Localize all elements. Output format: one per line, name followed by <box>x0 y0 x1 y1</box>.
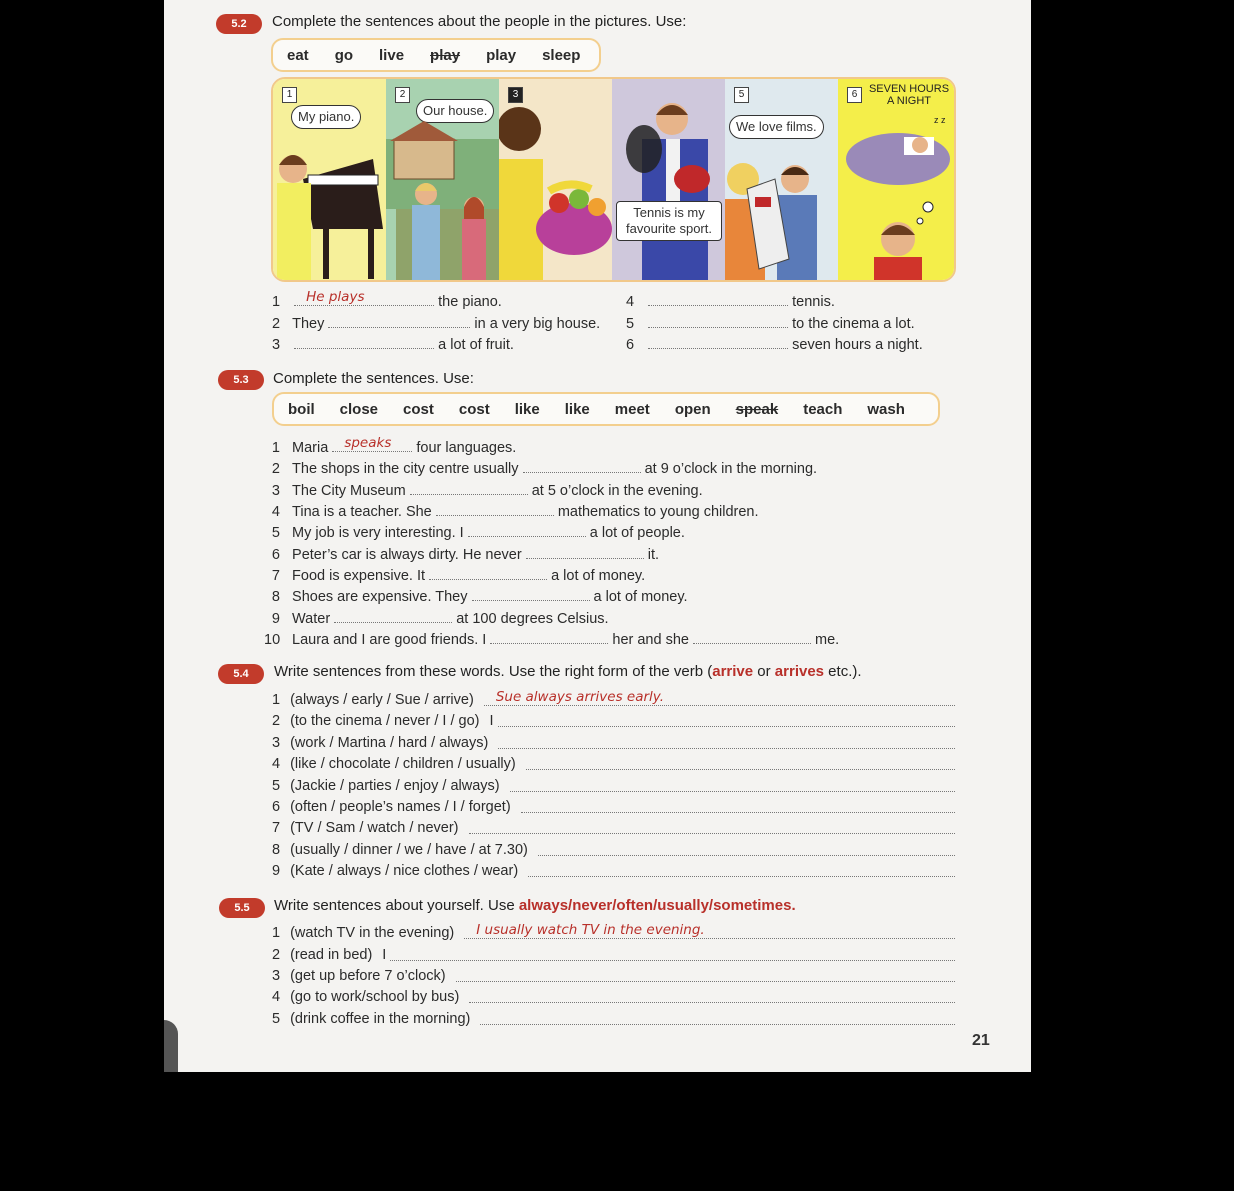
answer-text: speaks <box>344 435 392 451</box>
sentence-text: Shoes are expensive. They <box>292 589 468 605</box>
caption-seven-hours: SEVEN HOURS A NIGHT <box>868 83 950 107</box>
answer-line[interactable] <box>464 923 955 939</box>
picture-panel-4 <box>612 79 726 280</box>
word-box-5-3 <box>272 392 940 426</box>
sentence-5-3-5 <box>264 521 685 541</box>
answer-blank[interactable] <box>648 312 788 328</box>
exercise-title-5-2: Complete the sentences about the people in the pictures. Use: <box>272 13 687 30</box>
picture-panel-1 <box>273 79 387 280</box>
word: wash <box>867 400 905 418</box>
fruit-eater-illustration <box>499 79 612 280</box>
item-number: 2 <box>272 947 281 963</box>
answer-prefix: I <box>382 947 387 963</box>
answer-line[interactable] <box>390 945 955 961</box>
word-prompt: (TV / Sam / watch / never) <box>290 820 459 836</box>
item-number: 8 <box>271 589 280 605</box>
word-prompt: (read in bed) <box>290 947 373 963</box>
panel-number: 2 <box>395 87 410 103</box>
answer-line[interactable] <box>538 840 955 856</box>
sentence-text: mathematics to young children. <box>557 504 759 520</box>
word: cost <box>403 400 434 418</box>
sentence-text: the piano. <box>438 294 502 310</box>
exercise-badge-5-4: 5.4 <box>218 664 264 684</box>
item-number: 10 <box>264 632 281 648</box>
word-struck: play <box>430 46 461 64</box>
answer-prefix: I <box>489 713 494 729</box>
word: eat <box>287 46 309 64</box>
answer-blank[interactable] <box>648 333 788 349</box>
answer-blank[interactable] <box>472 585 590 601</box>
title-text: etc.). <box>824 663 862 680</box>
sentence-text: in a very big house. <box>474 316 601 332</box>
word-prompt: (Jackie / parties / enjoy / always) <box>290 778 500 794</box>
sentence-text: Water <box>292 611 331 627</box>
word-prompt: (often / people’s names / I / forget) <box>290 799 511 815</box>
item-number: 4 <box>271 504 280 520</box>
word-prompt: (drink coffee in the morning) <box>290 1011 471 1027</box>
exercise-badge-5-2: 5.2 <box>216 14 262 34</box>
item-number: 9 <box>271 611 280 627</box>
word-prompt: (Kate / always / nice clothes / wear) <box>290 863 519 879</box>
item-number: 2 <box>272 316 281 332</box>
item-5-4-4 <box>272 754 955 774</box>
sentence-text: at 100 degrees Celsius. <box>456 611 609 627</box>
sentence-text: at 5 o’clock in the evening. <box>531 483 703 499</box>
item-5-4-9 <box>272 861 955 881</box>
exercise-badge-5-5: 5.5 <box>219 898 265 918</box>
sentence-text: her and she <box>612 632 689 648</box>
sentence-text: seven hours a night. <box>792 337 923 353</box>
answer-blank[interactable] <box>294 290 434 306</box>
item-5-4-8 <box>272 840 955 860</box>
answer-line[interactable] <box>521 797 955 813</box>
speech-bubble: Our house. <box>416 99 494 123</box>
item-number: 9 <box>272 863 281 879</box>
answer-blank[interactable] <box>294 333 434 349</box>
sentence-5-3-10 <box>264 628 839 648</box>
item-5-4-6 <box>272 797 955 817</box>
sentence-5-3-3 <box>264 479 703 499</box>
sentence-text: Food is expensive. It <box>292 568 426 584</box>
sentence-5-2-1 <box>272 290 502 310</box>
word: sleep <box>542 46 581 64</box>
sentence-5-3-1 <box>264 436 516 456</box>
item-number: 5 <box>272 1011 281 1027</box>
item-number: 4 <box>626 294 635 310</box>
sentence-5-2-5 <box>626 312 915 332</box>
sentence-text: The City Museum <box>292 483 406 499</box>
word: like <box>564 400 590 418</box>
picture-strip <box>271 77 956 282</box>
item-number: 2 <box>272 713 281 729</box>
svg-text:z z: z z <box>934 115 946 125</box>
word-prompt: (to the cinema / never / I / go) <box>290 713 480 729</box>
sentence-text: a lot of money. <box>551 568 646 584</box>
item-number: 4 <box>272 989 281 1005</box>
answer-line[interactable] <box>498 711 955 727</box>
item-number: 2 <box>271 461 280 477</box>
item-number: 3 <box>272 337 281 353</box>
item-5-5-2 <box>272 945 955 965</box>
sentence-5-3-9 <box>264 607 609 627</box>
item-number: 4 <box>272 756 281 772</box>
item-number: 3 <box>271 483 280 499</box>
word-prompt: (go to work/school by bus) <box>290 989 460 1005</box>
sentence-text: The shops in the city centre usually <box>292 461 519 477</box>
sentence-text: a lot of fruit. <box>438 337 514 353</box>
answer-blank[interactable] <box>332 436 412 452</box>
item-number: 3 <box>272 735 281 751</box>
word: open <box>674 400 711 418</box>
title-highlight: always/never/often/usually/sometimes. <box>518 897 796 914</box>
item-5-4-1 <box>272 690 955 710</box>
sentence-text: Laura and I are good friends. I <box>292 632 487 648</box>
word-prompt: (like / chocolate / children / usually) <box>290 756 516 772</box>
pianist-illustration <box>273 79 386 280</box>
answer-blank[interactable] <box>693 628 811 644</box>
sentence-text: tennis. <box>792 294 835 310</box>
sentence-5-3-6 <box>264 543 659 563</box>
item-number: 1 <box>272 294 281 310</box>
answer-blank[interactable] <box>523 457 641 473</box>
word-prompt: (work / Martina / hard / always) <box>290 735 489 751</box>
answer-blank[interactable] <box>429 564 547 580</box>
word-struck: speak <box>735 400 779 418</box>
word: close <box>339 400 379 418</box>
word-prompt: (usually / dinner / we / have / at 7.30) <box>290 842 528 858</box>
picture-panel-6 <box>838 79 954 280</box>
answer-blank[interactable] <box>328 312 470 328</box>
answer-text: I usually watch TV in the evening. <box>476 922 705 938</box>
item-5-5-1 <box>272 923 955 943</box>
sentence-5-3-7 <box>264 564 645 584</box>
title-text: Write sentences from these words. Use the right form of the verb ( <box>274 663 713 680</box>
item-5-5-3 <box>272 966 955 986</box>
answer-blank[interactable] <box>468 521 586 537</box>
item-5-4-7 <box>272 818 955 838</box>
sentence-5-2-3 <box>272 333 514 353</box>
item-number: 1 <box>272 925 281 941</box>
sentence-text: it. <box>647 547 660 563</box>
answer-line[interactable] <box>484 690 955 706</box>
item-number: 1 <box>272 692 281 708</box>
sentence-text: a lot of people. <box>589 525 685 541</box>
exercise-badge-5-3: 5.3 <box>218 370 264 390</box>
panel-number: 1 <box>282 87 297 103</box>
answer-line[interactable] <box>456 966 955 982</box>
sentence-text: They <box>292 316 325 332</box>
item-number: 5 <box>626 316 635 332</box>
answer-line[interactable] <box>469 987 955 1003</box>
sentence-5-3-4 <box>264 500 759 520</box>
answer-blank[interactable] <box>410 479 528 495</box>
answer-line[interactable] <box>498 733 955 749</box>
answer-line[interactable] <box>526 754 955 770</box>
sentence-text: Peter’s car is always dirty. He never <box>292 547 522 563</box>
word: like <box>514 400 540 418</box>
picture-panel-3 <box>499 79 613 280</box>
title-highlight: arrive <box>712 663 754 680</box>
answer-line[interactable] <box>480 1009 955 1025</box>
title-text: or <box>753 663 775 680</box>
page-number: 21 <box>972 1032 990 1049</box>
tennis-player-illustration <box>612 79 725 280</box>
word: meet <box>614 400 650 418</box>
item-number: 7 <box>272 820 281 836</box>
item-5-4-5 <box>272 776 955 796</box>
item-number: 6 <box>626 337 635 353</box>
item-5-5-4 <box>272 987 955 1007</box>
sentence-5-2-2 <box>272 312 600 332</box>
word-prompt: (always / early / Sue / arrive) <box>290 692 474 708</box>
answer-line[interactable] <box>528 861 955 877</box>
word: live <box>379 46 405 64</box>
panel-number: 3 <box>508 87 523 103</box>
item-number: 7 <box>271 568 280 584</box>
word: go <box>334 46 354 64</box>
item-number: 6 <box>272 799 281 815</box>
exercise-title-5-4 <box>274 663 862 680</box>
word: boil <box>288 400 315 418</box>
answer-blank[interactable] <box>526 543 644 559</box>
page-edge-shadow <box>164 1020 178 1072</box>
sentence-5-3-8 <box>264 585 688 605</box>
speech-bubble: We love films. <box>729 115 824 139</box>
answer-line[interactable] <box>469 818 956 834</box>
word: play <box>486 46 517 64</box>
word: teach <box>803 400 843 418</box>
sentence-text: a lot of money. <box>593 589 688 605</box>
sentence-text: to the cinema a lot. <box>792 316 915 332</box>
sentence-5-2-4 <box>626 290 835 310</box>
sentence-5-3-2 <box>264 457 817 477</box>
speech-bubble: Tennis is my favourite sport. <box>616 201 722 241</box>
item-5-4-3 <box>272 733 955 753</box>
panel-number: 6 <box>847 87 862 103</box>
item-number: 3 <box>272 968 281 984</box>
answer-blank[interactable] <box>648 290 788 306</box>
sentence-text: four languages. <box>416 440 517 456</box>
item-number: 6 <box>271 547 280 563</box>
item-number: 8 <box>272 842 281 858</box>
sentence-text: Maria <box>292 440 329 456</box>
item-number: 5 <box>272 778 281 794</box>
answer-text: Sue always arrives early. <box>495 689 665 705</box>
film-couple-illustration <box>725 79 838 280</box>
title-highlight: arrives <box>774 663 825 680</box>
picture-panel-5 <box>725 79 839 280</box>
sentence-text: at 9 o’clock in the morning. <box>644 461 818 477</box>
sleeper-illustration <box>838 79 954 280</box>
panel-number: 5 <box>734 87 749 103</box>
word-prompt: (watch TV in the evening) <box>290 925 455 941</box>
workbook-page <box>164 0 1031 1072</box>
word: cost <box>458 400 490 418</box>
word-prompt: (get up before 7 o’clock) <box>290 968 446 984</box>
exercise-title-5-5 <box>274 897 796 914</box>
sentence-text: My job is very interesting. I <box>292 525 464 541</box>
sentence-text: Tina is a teacher. She <box>292 504 432 520</box>
exercise-title-5-3: Complete the sentences. Use: <box>273 370 474 387</box>
answer-blank[interactable] <box>490 628 608 644</box>
answer-blank[interactable] <box>436 500 554 516</box>
item-number: 5 <box>271 525 280 541</box>
answer-line[interactable] <box>510 776 955 792</box>
couple-house-illustration <box>386 79 499 280</box>
speech-bubble: My piano. <box>291 105 361 129</box>
sentence-text: me. <box>815 632 840 648</box>
word-box-5-2 <box>271 38 601 72</box>
item-number: 1 <box>271 440 280 456</box>
answer-blank[interactable] <box>334 607 452 623</box>
title-text: Write sentences about yourself. Use <box>274 897 519 914</box>
sentence-5-2-6 <box>626 333 923 353</box>
answer-text: He plays <box>306 289 365 305</box>
item-5-4-2 <box>272 711 955 731</box>
picture-panel-2 <box>386 79 500 280</box>
item-5-5-5 <box>272 1009 955 1029</box>
